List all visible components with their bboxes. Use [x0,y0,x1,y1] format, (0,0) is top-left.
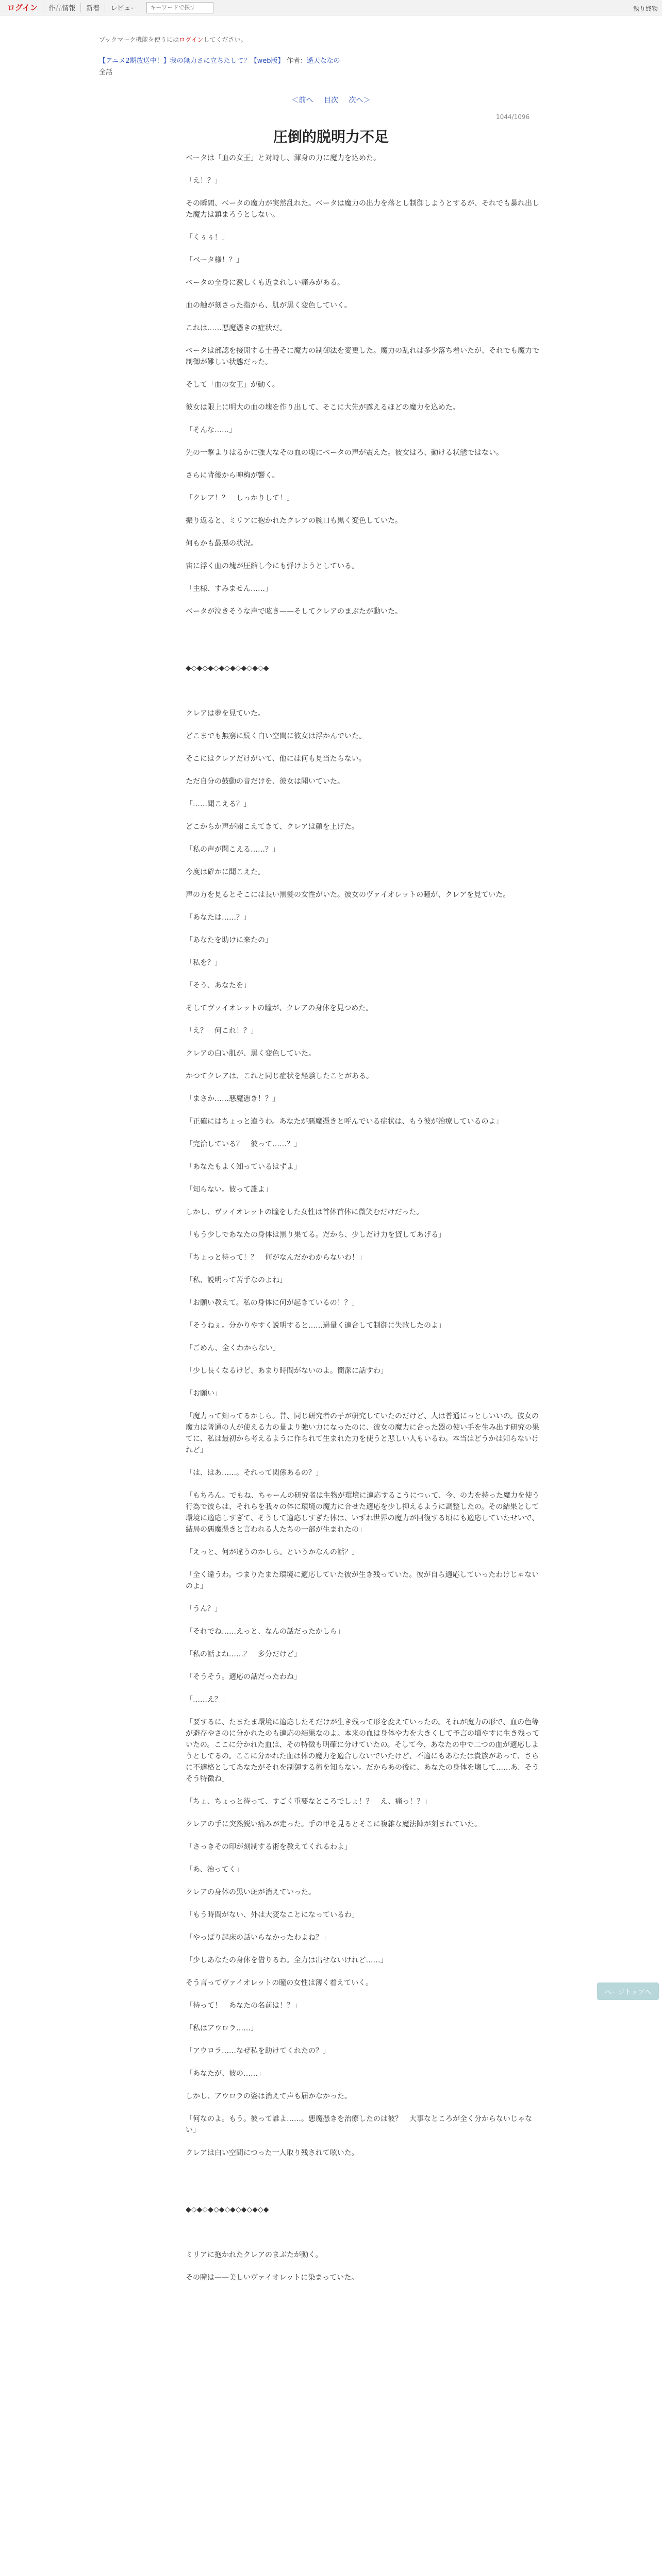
blank-line [186,855,542,867]
body-paragraph: クレアの手に突然鋭い痛みが走った。手の甲を見るとそこに複雑な魔法陣が刻まれていた。 [186,1820,482,1828]
blank-line [186,1683,542,1694]
body-paragraph: 「は、はあ……。それって関係あるの？」 [186,1469,323,1477]
blank-line [186,2159,542,2170]
blank-line [186,1456,542,1467]
blank-line [186,1309,542,1320]
blank-line [186,2011,542,2023]
body-paragraph: その瞬間、ベータの魔力が実然乱れた。ベータは魔力の出力を落とし制御しようとするが、それでも暴れ出した魔力は鎮まろうとしない。 [186,199,539,219]
blank-line [186,1082,542,1093]
blank-line [186,1966,542,1977]
body-paragraph: 「やっぱり起床の話いらなかったわよね？」 [186,1934,330,1942]
blank-line [186,651,542,663]
body-paragraph: 「え？ 何これ！？」 [186,1027,258,1035]
toc-link[interactable]: 目次 [324,96,338,105]
blank-line [186,221,542,232]
body-paragraph: 「待って！ あなたの名前は！？」 [186,2002,301,2010]
blank-line [186,901,542,912]
blank-line [186,527,542,538]
blank-line [186,946,542,957]
body-paragraph: ◆◇◆◇◆◇◆◇◆◇◆◇◆◇◆ [186,664,269,672]
body-paragraph: 「魔力って知ってるかしら。昔、同じ研究者の子が研究していたのだけど、人は普通にっとしいいの。彼女の魔力は普通の人が使える力の量より強い力になったのに、彼女の魔力に合った器の使い手を生み出す研究の果てに、私は最初から考えるように作られて生まれた力を使うと悲しい人もいるわ。本当はどうかは知らないけれど」 [186,1412,539,1454]
blank-line [186,2057,542,2068]
blank-line [186,991,542,1003]
body-paragraph: 「私の声が聞こえる……？」 [186,845,279,854]
blank-line [186,810,542,821]
bookmark-link[interactable]: 執り終物 [633,5,658,12]
blank-line [186,1354,542,1365]
blank-line [186,617,542,629]
body-paragraph: 今度は確かに聞こえた。 [186,868,265,876]
body-paragraph: 「少し長くなるけど、あまり時間がないのよ。簡潔に話すわ」 [186,1367,388,1375]
blank-line [186,1853,542,1864]
blank-line [186,697,542,708]
blank-line [186,1377,542,1388]
blank-line [186,1127,542,1139]
body-paragraph: 「完治している？ 彼って……？」 [186,1140,301,1148]
body-paragraph: 「……え？」 [186,1696,229,1704]
blank-line [186,2238,542,2249]
blank-line [186,1898,542,1909]
body-paragraph: そして「血の女王」が動く。 [186,381,279,389]
blank-line [186,413,542,425]
body-paragraph: 「さっきその印が刻制する術を教えてくれるわよ」 [186,1843,352,1851]
body-paragraph: クレアは白い空間につった一人取り残されて呟いた。 [186,2149,359,2157]
nav-item-reviews[interactable]: レビュー [105,3,142,12]
blank-line [186,1943,542,1955]
next-chapter-link[interactable]: 次へ＞ [349,96,371,105]
body-paragraph: そう言ってヴァイオレットの瞳の女性は薄く着えていく。 [186,1979,373,1987]
body-paragraph: しかし、アウロラの姿は消えて声も届かなかった。 [186,2092,352,2100]
body-paragraph: 「何なのよ。もう。彼って誰よ……。悪魔憑きを治療したのは彼？ 大事なところが全く分からないじゃない」 [186,2115,532,2134]
blank-line [186,2136,542,2147]
blank-line [186,1218,542,1229]
body-paragraph: ベータが泣きそうな声で呟き——そしてクレアのまぶたが動いた。 [186,607,402,616]
body-paragraph: 「あなたが、彼の……」 [186,2070,265,2078]
body-paragraph: 「主様、すみません……」 [186,585,272,593]
notice-suffix: してください。 [203,36,247,43]
body-paragraph: 「全く違うわ。つまりたまた環境に適応していた彼が生き残っていた。彼が自ら適応していったわけじゃないのよ」 [186,1571,539,1590]
blank-line [186,1921,542,1932]
login-link[interactable]: ログイン [7,3,38,12]
body-paragraph: 「うん？」 [186,1605,222,1613]
body-paragraph: 「……聞こえる？」 [186,800,251,808]
blank-line [186,2079,542,2091]
body-paragraph: 「ちょ、ちょっと待って、すごく重要なところでしょ！？ え、痛っ！？」 [186,1798,432,1806]
blank-line [186,1875,542,1887]
blank-line [186,436,542,447]
blank-line [186,1037,542,1048]
body-paragraph: 「私はアウロラ……」 [186,2024,258,2032]
body-paragraph: 「あなたは……？」 [186,913,251,922]
blank-line [186,969,542,980]
top-navigation-bar [0,0,662,15]
blank-line [186,1830,542,1841]
body-paragraph: そこにはクレアだけがいて、他には何も見当たらない。 [186,755,366,763]
blank-line [186,2181,542,2193]
blank-line [186,1989,542,2000]
blank-line [186,1479,542,1490]
blank-line [186,368,542,379]
blank-line [186,549,542,561]
blank-line [186,629,542,640]
body-paragraph: ベータは「血の女王」と対峙し、渾身の力に魔力を込めた。 [186,154,380,162]
body-paragraph: 何もかも最悪の状況。 [186,539,258,548]
body-paragraph: 血の触が刻さった指から、肌が黒く変色していく。 [186,301,352,310]
blank-line [186,765,542,776]
body-paragraph: 「それでね……えっと、なんの話だったかしら」 [186,1628,344,1636]
body-paragraph: 「私の話よね……？ 多分だけど」 [186,1650,301,1658]
blank-line [186,719,542,731]
blank-line [186,572,542,583]
work-title-link[interactable]: 【アニメ2期放送中！】我の無力さに立ちたして？【web版】 [99,57,285,65]
body-paragraph: 「あなたを助けに来たの」 [186,936,272,944]
blank-line [186,1637,542,1649]
body-paragraph: 「正確にはちょっと違うわ。あなたが悪魔憑きと呼んでいる症状は、もう彼が治療しているのよ」 [186,1117,503,1126]
body-paragraph: 「そうねぇ。分かりやすく説明すると……過量く適合して制御に失敗したのよ」 [186,1321,445,1330]
body-paragraph: 「ちょっと待って！？ 何がなんだかわからないわ！」 [186,1253,366,1262]
blank-line [186,1014,542,1025]
body-paragraph: どこまでも無窮に続く白い空間に彼女は浮かんでいた。 [186,732,366,740]
body-paragraph: 「あなたもよく知っているはずよ」 [186,1163,301,1171]
body-paragraph: 「ベータ様！？」 [186,256,243,264]
blank-line [186,787,542,799]
blank-line [186,2193,542,2204]
body-paragraph: さらに背後から呻梅が響く。 [186,471,279,480]
blank-line [186,640,542,651]
body-paragraph: しかし、ヴァイオレットの瞳をした女性は首体首体に微笑むだけだった。 [186,1208,424,1216]
body-paragraph: ベータの全身に激しくも近まれしい痛みがある。 [186,279,344,287]
blank-line [186,685,542,697]
blank-line [186,1059,542,1071]
blank-line [186,595,542,606]
body-paragraph: 「あ、治ってく」 [186,1866,243,1874]
body-paragraph: どこからか声が聞こえてきて、クレアは顔を上げた。 [186,823,359,831]
body-paragraph: クレアは夢を見ていた。 [186,709,265,718]
body-paragraph: 「えっと、何が違うのかしら。というかなんの話？」 [186,1548,359,1556]
notice-login-link[interactable]: ログイン [179,36,204,43]
blank-line [186,391,542,402]
blank-line [186,1785,542,1796]
body-paragraph: これは……悪魔憑きの症状だ。 [186,324,287,332]
work-title-line [99,55,460,65]
author-label: 作者： [286,57,307,65]
body-paragraph: 「まさか……悪魔憑き！？」 [186,1095,279,1103]
blank-line [186,878,542,889]
chapter-body [186,152,542,2283]
blank-line [186,1150,542,1161]
blank-line [186,1705,542,1717]
blank-line [186,289,542,300]
body-paragraph: ただ自分の鼓動の音だけを、彼女は聞いていた。 [186,777,344,786]
body-paragraph: ◆◇◆◇◆◇◆◇◆◇◆◇◆◇◆ [186,2206,269,2214]
body-paragraph: 振り返ると、ミリアに抱かれたクレアの腕口も黒く変色していた。 [186,517,402,525]
body-paragraph: 「そんな……」 [186,426,236,434]
notice-prefix: ブックマーク機能を使うには [99,36,179,43]
blank-line [186,1195,542,1207]
body-paragraph: そしてヴァイオレットの瞳が、クレアの身体を見つめた。 [186,1004,373,1012]
blank-line [186,1660,542,1671]
nav-item-new[interactable]: 新着 [80,3,105,12]
body-paragraph: 声の方を見るとそこには長い黒髪の女性がいた。彼女のヴァイオレットの瞳が、クレアを見ていた。 [186,891,510,899]
blank-line [186,2227,542,2238]
blank-line [186,2215,542,2227]
body-paragraph: 彼女は限上に明大の血の塊を作り出して、そこに大先が露えるほどの魔力を込めた。 [186,403,460,412]
body-paragraph: その瞳は——美しいヴァイオレットに染まっていた。 [186,2274,359,2282]
body-paragraph: 「少しあなたの身体を借りるわ。全力は出せないけれど……」 [186,1956,388,1964]
body-paragraph: ミリアに抱かれたクレアのまぶたが動く。 [186,2251,323,2259]
blank-line [186,504,542,515]
blank-line [186,1173,542,1184]
body-paragraph: 「そうそう。適応の話だったわね」 [186,1673,301,1681]
body-paragraph: 「ごめん、全くわからない」 [186,1344,280,1352]
body-paragraph: 宙に浮く血の塊が圧縮し今にも弾けようとしている。 [186,562,359,570]
body-paragraph: かつてクレアは、これと同じ症状を経験したことがある。 [186,1072,373,1080]
blank-line [186,923,542,935]
body-paragraph: クレアの白い肌が、黒く変色していた。 [186,1049,316,1058]
chapter-number: 1044/1096 [496,113,530,121]
blank-line [186,1558,542,1569]
body-paragraph: 「もちろん。でもね、ちゃーんの研究者は生物が環境に適応するこうにつぃて、今、の力を持った魔力を使う行為で彼らは、それらを我々の体に環境の魔力に合せた適応を少し抑えるように調整したの。その結果として環境に適応しすぎて、そうして適応しすぎた体は、いずれ世界の魔力が回復する頃にも適応していたせいで、結局の悪魔憑きと言われる人たちの一部が生まれたの」 [186,1492,539,1534]
body-paragraph: 「くぅぅ！」 [186,233,229,242]
body-paragraph: 「もう少しであなたの身体は黒り果てる。だから、少しだけ力を貸してあげる」 [186,1231,445,1239]
body-paragraph: 「そう、あなたを」 [186,981,251,990]
body-paragraph: ベータは部認を接開する士書そに魔力の制御法を変更した。魔力の乱れは多少落ち着いたが、それでも魔力で制御が難しい状態だった。 [186,347,539,366]
body-paragraph: 先の一撃よりはるかに強大なその血の塊にベータの声が震えた。彼女はろ、動ける状態ではない。 [186,449,503,457]
body-paragraph: 「もう時間がない、外は大変なことになっているわ」 [186,1911,359,1919]
blank-line [186,742,542,753]
blank-line [186,1807,542,1819]
body-paragraph: クレアの身体の黒い斑が消えていった。 [186,1888,316,1896]
nav-item-work-info[interactable]: 作品情報 [43,3,80,12]
blank-line [186,243,542,255]
page-top-button[interactable]: ページトップへ [597,1982,659,2000]
blank-line [186,1535,542,1547]
blank-line [186,1241,542,1252]
blank-line [186,674,542,685]
blank-line [186,2034,542,2045]
blank-line [186,2261,542,2272]
chapter-pager-top [0,95,662,105]
body-paragraph: 「知らない。彼って誰よ」 [186,1185,272,1194]
blank-line [186,187,542,198]
blank-line [186,311,542,323]
author-link[interactable]: 遥天ななの [306,57,340,65]
body-paragraph: 「私を？」 [186,959,222,967]
chapter-title: 圧倒的脱明力不足 [273,128,389,145]
prev-chapter-link[interactable]: ＜前へ [291,96,313,105]
blank-line [186,1615,542,1626]
blank-line [186,1263,542,1275]
body-paragraph: 「私、説明って苦手なのよね」 [186,1276,287,1284]
blank-line [186,833,542,844]
blank-line [186,334,542,345]
search-input[interactable] [146,2,213,13]
body-paragraph: 「要するに、たまたま環境に適応したそだけが生き残って形を変えていったの。それが魔力の形で、血の色等が避存やさのに分かれたのも適応の結果なのよ。本来の血は身体や力を大きくして予言の増やすに生き残っていたの。ここに分かれた血は、その特徴も明確に分けていたの。そして今、あなたの中で二つの血が適応しようとしてるの。ここに分かれた血は体の魔力を適合しないでいたけど、不適にもあなたは貴族があって、さらに不適格としてあなたがそれを制御する術を知らない。だからあの後に、あなたの身体を壊して……あ、そうそう特徴ね」 [186,1718,539,1783]
blank-line [186,481,542,493]
blank-line [186,1331,542,1343]
login-notice [99,35,247,44]
blank-line [186,1286,542,1297]
body-paragraph: 「クレア！？ しっかりして！」 [186,494,294,502]
body-paragraph: 「お願い」 [186,1389,222,1398]
blank-line [186,2170,542,2181]
blank-line [186,1105,542,1116]
blank-line [186,459,542,470]
header-nav [43,3,142,12]
body-paragraph: 「え！？」 [186,177,222,185]
blank-line [186,1399,542,1411]
blank-line [186,164,542,175]
body-paragraph: 「アウロラ……なぜ私を助けてくれたの？」 [186,2047,330,2055]
blank-line [186,266,542,277]
body-paragraph: 「お願い教えて。私の身体に何が起きているの！？」 [186,1299,359,1307]
work-meta: 全話 [99,69,113,76]
blank-line [186,1592,542,1603]
blank-line [186,2102,542,2113]
